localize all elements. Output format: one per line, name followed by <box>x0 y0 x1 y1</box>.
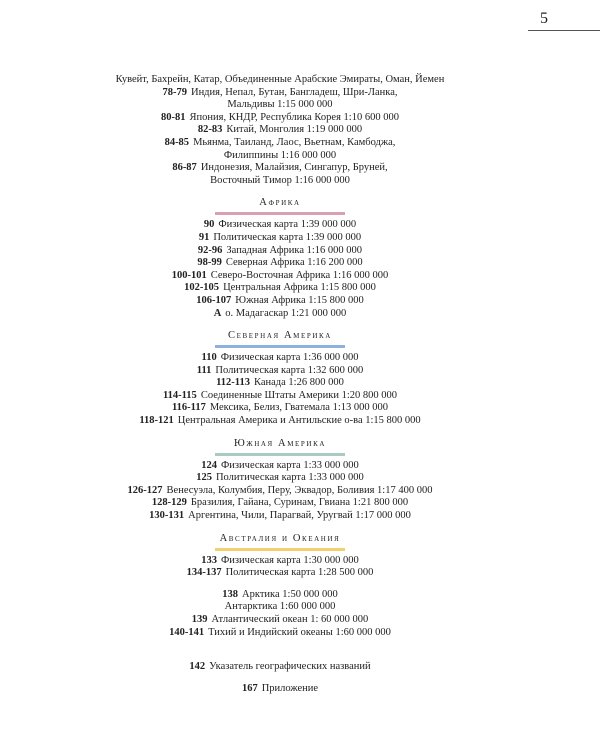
toc-entry-page: 106-107 <box>196 294 232 306</box>
toc-entry-text: Физическая карта 1:33 000 000 <box>221 459 359 471</box>
section-north-america <box>60 329 500 428</box>
toc-entry-page: 142 <box>189 661 206 673</box>
toc-entry-page: 82-83 <box>197 124 223 136</box>
toc-entry-text: Южная Африка 1:15 800 000 <box>235 294 364 306</box>
toc-entry-page: 118-121 <box>139 415 174 427</box>
toc-entry-text: Индонезия, Малайзия, Сингапур, Бруней, Восточный Тимор 1:16 000 000 <box>200 162 388 186</box>
toc-entry-page: 138 <box>222 588 239 600</box>
toc-entry[interactable] <box>60 601 500 614</box>
toc-entry[interactable] <box>60 232 500 245</box>
section-title: Северная Америка <box>228 330 332 342</box>
spacer <box>60 674 500 683</box>
toc-entry-page: 114-115 <box>162 389 197 401</box>
page-number-rule <box>528 30 600 31</box>
toc-entry-text: Канада 1:26 800 000 <box>253 377 344 389</box>
toc-entry-page: 126-127 <box>127 484 163 496</box>
toc-entry-text: Мексика, Белиз, Гватемала 1:13 000 000 <box>209 402 388 414</box>
toc-entry-page: 84-85 <box>164 136 190 148</box>
toc-entry[interactable] <box>60 162 500 187</box>
toc-entry[interactable] <box>60 270 500 283</box>
toc-entry[interactable] <box>60 137 500 162</box>
toc-entry-page: 124 <box>201 459 217 471</box>
toc-entry[interactable] <box>60 282 500 295</box>
toc-entry-text: Политическая карта 1:32 600 000 <box>215 364 364 376</box>
toc-entry-text: Приложение <box>261 682 319 694</box>
toc-entry[interactable] <box>60 74 500 87</box>
toc-entry[interactable] <box>60 352 500 365</box>
toc-entry-page: 90 <box>203 219 215 231</box>
toc-entry-page: 140-141 <box>169 626 205 638</box>
toc-entry-text: Политическая карта 1:33 000 000 <box>215 472 364 484</box>
toc-entry-text: Кувейт, Бахрейн, Катар, Объединенные Арабские Эмираты, Оман, Йемен <box>115 74 445 85</box>
toc-entry[interactable] <box>60 415 500 428</box>
toc-entry[interactable] <box>60 497 500 510</box>
section-color-rule <box>215 212 345 215</box>
toc-entry[interactable] <box>60 390 500 403</box>
toc-entry-page: 128-129 <box>151 497 187 509</box>
toc-entry-appendix[interactable] <box>60 683 500 696</box>
toc-entry[interactable] <box>60 555 500 568</box>
section-title: Австралия и Океания <box>219 532 341 544</box>
toc-entry[interactable] <box>60 402 500 415</box>
toc-entry[interactable] <box>60 112 500 125</box>
toc-entry[interactable] <box>60 365 500 378</box>
section-color-rule <box>215 345 345 348</box>
toc-entry[interactable] <box>60 614 500 627</box>
toc-entry[interactable] <box>60 567 500 580</box>
section-title: Африка <box>259 197 301 209</box>
toc-entry-page: А <box>213 307 222 319</box>
toc-entry-index[interactable] <box>60 661 500 674</box>
toc-entry-page: 100-101 <box>171 269 207 281</box>
spacer <box>60 580 500 589</box>
toc-entry-text: Указатель географических названий <box>209 661 371 673</box>
toc-entry-page: 133 <box>201 554 217 566</box>
toc-entry-page: 91 <box>198 231 210 243</box>
toc-entry-page: 86-87 <box>172 162 197 174</box>
section-south-america <box>60 437 500 523</box>
toc-entry-text: Центральная Африка 1:15 800 000 <box>223 282 376 294</box>
toc-entry[interactable] <box>60 460 500 473</box>
toc-entry-page: 116-117 <box>171 402 206 414</box>
toc-entry-text: Политическая карта 1:28 500 000 <box>225 567 374 579</box>
section-color-rule <box>215 548 345 551</box>
toc-entry-text: Тихий и Индийский океаны 1:60 000 000 <box>208 626 391 638</box>
toc-entry-text: Физическая карта 1:30 000 000 <box>221 554 359 566</box>
section-color-rule <box>215 453 345 456</box>
toc-entry-text: Физическая карта 1:39 000 000 <box>218 219 357 231</box>
toc-entry-page: 78-79 <box>162 86 187 98</box>
toc-entry[interactable] <box>60 295 500 308</box>
toc-entry[interactable] <box>60 308 500 321</box>
section-title: Южная Америка <box>233 437 327 449</box>
toc-entry-page: 98-99 <box>197 257 222 269</box>
toc-entry-text: Арктика 1:50 000 000 <box>242 588 338 600</box>
toc-entry-text: Индия, Непал, Бутан, Бангладеш, Шри-Ланка, Мальдивы 1:15 000 000 <box>190 86 398 111</box>
toc-entry[interactable] <box>60 510 500 523</box>
toc-entry-page: 80-81 <box>161 111 186 123</box>
toc-entry[interactable] <box>60 472 500 485</box>
toc-entry-page: 110 <box>201 352 217 364</box>
toc-entry-page: 112-113 <box>216 377 250 389</box>
toc-entry-page: 102-105 <box>184 282 220 294</box>
toc-entry-text: Физическая карта 1:36 000 000 <box>220 352 359 364</box>
toc-entry[interactable] <box>60 124 500 137</box>
toc-entry[interactable] <box>60 627 500 640</box>
toc-entry-text: Мьянма, Таиланд, Лаос, Вьетнам, Камбоджа, Филиппины 1:16 000 000 <box>193 136 396 161</box>
toc-entry-text: о. Мадагаскар 1:21 000 000 <box>225 307 347 319</box>
section-africa <box>60 196 500 320</box>
toc-entry[interactable] <box>60 245 500 258</box>
toc-entry-page: 92-96 <box>197 244 223 256</box>
toc-entry-text: Аргентина, Чили, Парагвай, Уругвай 1:17 000 000 <box>188 510 411 522</box>
toc-entry-text: Политическая карта 1:39 000 000 <box>213 231 362 243</box>
toc-entry[interactable] <box>60 377 500 390</box>
toc-entry-text: Япония, КНДР, Республика Корея 1:10 600 000 <box>189 111 399 123</box>
table-of-contents <box>60 74 500 695</box>
spacer <box>60 639 500 661</box>
toc-entry-text: Бразилия, Гайана, Суринам, Гвиана 1:21 800 000 <box>190 497 409 509</box>
asia-continuation <box>60 74 500 187</box>
toc-entry-text: Центральная Америка и Антильские о-ва 1:15 800 000 <box>177 415 421 427</box>
toc-entry-page: 125 <box>196 472 212 484</box>
toc-entry-page: 134-137 <box>186 567 222 579</box>
toc-entry-text: Северная Африка 1:16 200 000 <box>225 257 363 269</box>
toc-entry-text: Китай, Монголия 1:19 000 000 <box>226 124 363 136</box>
section-australia-oceania <box>60 532 500 580</box>
toc-entry-page: 111 <box>196 364 212 376</box>
toc-entry-text: Антарктика 1:60 000 000 <box>224 601 336 613</box>
toc-entry-text: Западная Африка 1:16 000 000 <box>226 244 363 256</box>
toc-entry-text: Соединенные Штаты Америки 1:20 800 000 <box>200 389 398 401</box>
toc-entry-page: 167 <box>241 682 258 694</box>
toc-entry-text: Атлантический океан 1: 60 000 000 <box>211 614 369 625</box>
toc-entry[interactable] <box>60 485 500 498</box>
section-polar-oceans <box>60 589 500 639</box>
toc-entry[interactable] <box>60 589 500 602</box>
toc-entry-text: Венесуэла, Колумбия, Перу, Эквадор, Боливия 1:17 400 000 <box>166 484 433 496</box>
toc-entry[interactable] <box>60 87 500 112</box>
toc-entry-page: 139 <box>191 614 208 625</box>
page-number: 5 <box>540 10 548 27</box>
toc-entry-page: 130-131 <box>149 510 185 522</box>
toc-entry[interactable] <box>60 219 500 232</box>
toc-entry[interactable] <box>60 257 500 270</box>
toc-entry-text: Северо-Восточная Африка 1:16 000 000 <box>210 269 389 281</box>
